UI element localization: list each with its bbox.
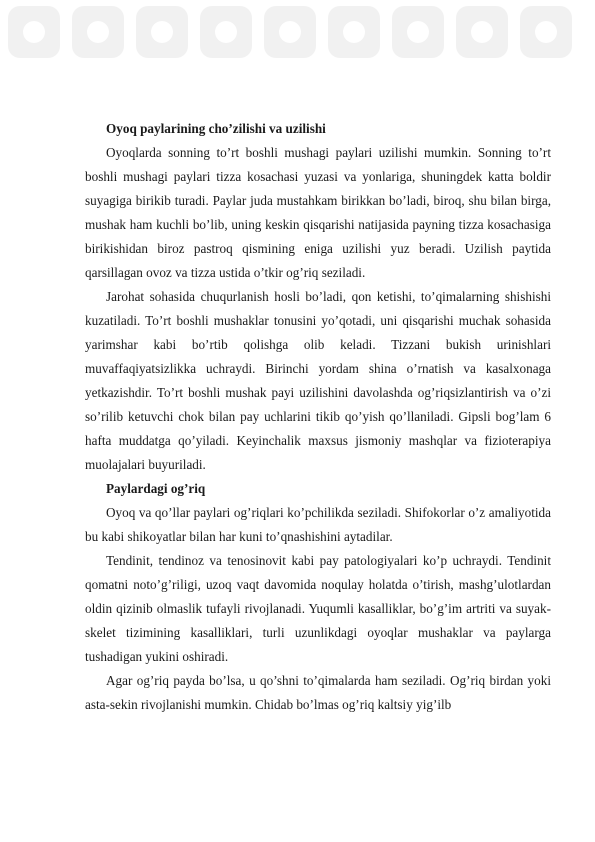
paragraph: Oyoq va qo’llar paylari og’riqlari ko’pchilikda seziladi. Shifokorlar o’z amaliyotida bu kabi shikoyatlar bilan har kuni to’qnashishini aytadilar.: [85, 505, 551, 544]
paragraph: Agar og’riq payda bo’lsa, u qo’shni to’qimalarda ham seziladi. Og’riq birdan yoki asta-sekin rivojlanishi mumkin. Chidab bo’lmas og’riq kaltsiy yig’ilb: [85, 673, 551, 712]
paragraph: Oyoqlarda sonning to’rt boshli mushagi paylari uzilishi mumkin. Sonning to’rt boshli mushagi paylari tizza kosachasi yuzasi va yonlariga, shuningdek katta boldir suyagiga birikib turadi. Paylar juda mustahkam birikkan bo’ladi, biroq, shu bilan birga, mushak ham kuchli bo’lib, uning keskin qisqarishi natijasida payning tizza kosachasiga birikishidan biroz pastroq qismining eniga uzilishi yuz beradi. Uzilish paytida qarsillagan ovoz va tizza ustida o’tkir og’riq seziladi.: [85, 145, 551, 280]
document-page: [85, 117, 551, 717]
section-heading: Oyoq paylarining cho’zilishi va uzilishi: [106, 121, 326, 136]
paragraph: Jarohat sohasida chuqurlanish hosli bo’ladi, qon ketishi, to’qimalarning shishishi kuzatiladi. To’rt boshli mushaklar tonusini yo’qotadi, uni qisqarishi muchak sohasida yarimshar kabi bo’rtib qolishga olib keladi. Tizzani bukish urinishlari muvaffaqiyatsizlikka uchraydi. Birinchi yordam shina o’rnatish va kasalxonaga yetkazishdir. To’rt boshli mushak payi uzilishini davolashda og’riqsizlantirish va o’zi so’rilib ketuvchi chok bilan pay uchlarini tikib qo’yish qo’llaniladi. Gipsli bog’lam 6 hafta muddatga qo’yiladi. Keyinchalik maxsus jismoniy mashqlar va fizioterapiya muolajalari buyuriladi.: [85, 289, 551, 472]
section-heading: Paylardagi og’riq: [106, 481, 206, 496]
paragraph: Tendinit, tendinoz va tenosinovit kabi pay patologiyalari ko’p uchraydi. Tendinit qomatni noto’g’riligi, uzoq vaqt davomida noqulay holatda o’tirish, mashg’ulotlardan oldin qizinib olmaslik tufayli rivojlanadi. Yuqumli kasalliklar, bo’g’im artriti va suyak-skelet tizimining kasalliklari, turli uzunlikdagi oyoqlar mushaklar va paylarga tushadigan yukini oshiradi.: [85, 553, 551, 664]
